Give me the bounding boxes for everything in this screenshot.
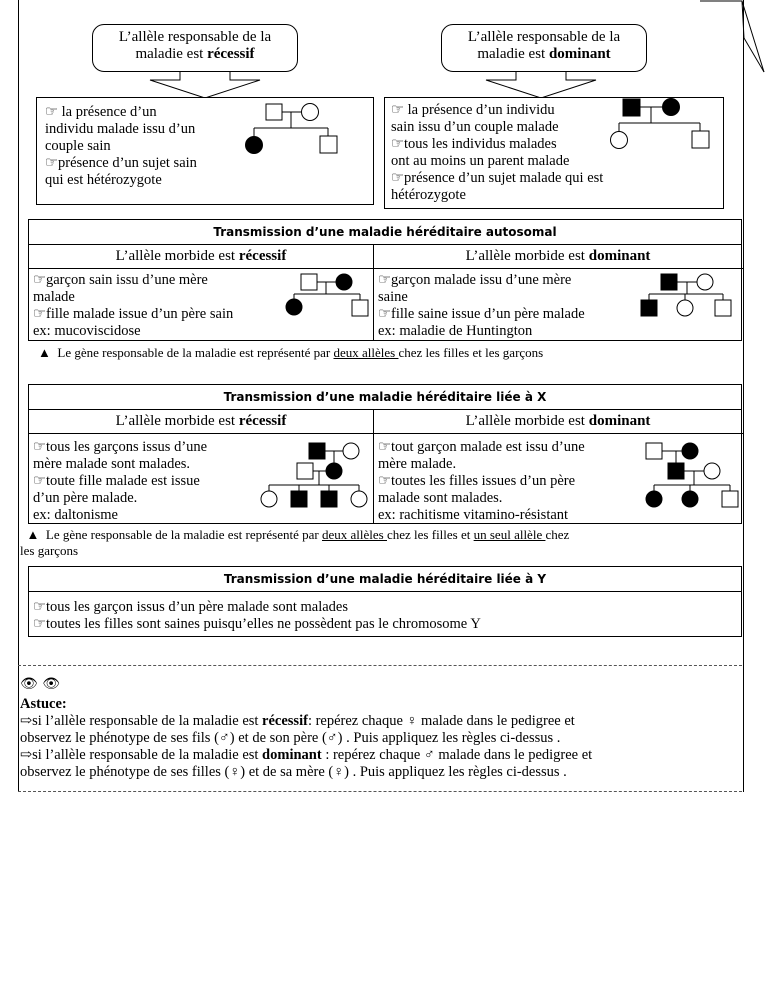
lie-x-note-line2: les garçons [20,543,79,558]
callout-recessif [92,24,298,72]
autosomal-col-dominant: L’allèle morbide est dominant [373,244,743,269]
section-lie-x-title: Transmission d’une maladie héréditaire liée à X [29,385,741,410]
autosomal-recessif-text [33,272,233,340]
autosomal-right-line: ☞garçon malade issu d’une mère [378,272,572,288]
pedigree-x-recessif [259,439,371,511]
section-lie-y-title: Transmission d’une maladie héréditaire liée à Y [29,567,741,592]
crit-dominant-line: ☞ la présence d’un individu [391,102,555,118]
eyes-icon: 👁 👁 [20,676,60,692]
autosomal-left-line: ex: mucoviscidose [33,323,141,339]
lie-x-divider [373,409,374,524]
lie-x-recessif-text [33,439,207,524]
astuce-box [18,665,742,792]
callout-recessif-line2: maladie est récessif [135,46,255,62]
pedigree-dominant [605,95,725,155]
lie-y-line: ☞toutes les filles sont saines puisqu’elles ne possèdent pas le chromosome Y [33,616,481,632]
page-curl-corner [700,0,768,90]
autosomal-left-line: malade [33,289,75,305]
autosomal-note: ▲ Le gène responsable de la maladie est représenté par deux allèles chez les filles et les garçons [38,345,544,360]
crit-dominant-line: ont au moins un parent malade [391,153,570,169]
pedigree-x-dominant [634,439,742,511]
autosomal-dominant-text [378,272,585,340]
astuce-line4: observez le phénotype de ses filles (♀) et de sa mère (♀) . Puis appliquez les règles ci-dessus . [20,764,567,780]
lie-y-line: ☞tous les garçon issus d’un père malade sont malades [33,599,349,615]
pedigree-autosomal-recessif [284,270,374,318]
autosomal-left-line: ☞garçon sain issu d’une mère [33,272,208,288]
section-lie-y [28,566,742,637]
crit-recessif-line: ☞ la présence d’un [45,104,157,120]
lie-x-right-line: ex: rachitisme vitamino-résistant [378,507,569,523]
section-lie-x [28,384,742,524]
lie-x-left-line: ☞toute fille malade est issue [33,473,200,489]
crit-dominant-line: sain issu d’un couple malade [391,119,559,135]
lie-x-col-recessif: L’allèle morbide est récessif [29,409,373,434]
lie-x-dominant-text [378,439,585,524]
section-autosomal-title: Transmission d’une maladie héréditaire autosomal [29,220,741,245]
crit-recessif-line: qui est hétérozygote [45,172,162,188]
callout-dominant-line2: maladie est dominant [477,46,611,62]
lie-x-left-line: ex: daltonisme [33,507,118,523]
crit-dominant-line: ☞présence d’un sujet malade qui est [391,170,604,186]
lie-x-right-line: ☞tout garçon malade est issu d’une [378,439,585,455]
lie-x-right-line: malade sont malades. [378,490,503,506]
arrow-down-left [150,72,260,98]
lie-y-text [33,599,481,633]
crit-dominant-line: ☞tous les individus malades [391,136,557,152]
lie-x-left-line: mère malade sont malades. [33,456,191,472]
lie-x-note: ▲ Le gène responsable de la maladie est représenté par deux allèles chez les filles et un seul allèle chez les garçons [20,527,740,559]
astuce-line1: ⇨si l’allèle responsable de la maladie est récessif: repérez chaque ♀ malade dans le pedigree et [20,713,575,729]
crit-recessif-line: ☞présence d’un sujet sain [45,155,197,171]
astuce-label: Astuce: [20,696,67,712]
section-autosomal [28,219,742,341]
autosomal-right-line: ex: maladie de Huntington [378,323,533,339]
callout-recessif-line1: L’allèle responsable de la [118,29,272,45]
callout-dominant [441,24,647,72]
autosomal-col-recessif: L’allèle morbide est récessif [29,244,373,269]
lie-x-left-line: ☞tous les garçons issus d’une [33,439,208,455]
lie-x-left-line: d’un père malade. [33,490,138,506]
astuce-line2: observez le phénotype de ses fils (♂) et de son père (♂) . Puis appliquez les règles ci-dessus . [20,730,561,746]
pedigree-recessif [240,100,360,160]
crit-dominant-line: hétérozygote [391,187,466,203]
lie-x-col-dominant: L’allèle morbide est dominant [373,409,743,434]
crit-recessif-line: couple sain [45,138,111,154]
arrow-down-right [486,72,596,98]
crit-recessif-line: individu malade issu d’un [45,121,196,137]
lie-x-right-line: ☞toutes les filles issues d’un père [378,473,576,489]
astuce-line3: ⇨si l’allèle responsable de la maladie est dominant : repérez chaque ♂ malade dans le pedigree et [20,747,593,763]
autosomal-left-line: ☞fille malade issue d’un père sain [33,306,234,322]
pedigree-autosomal-dominant [633,270,741,318]
lie-x-right-line: mère malade. [378,456,457,472]
autosomal-right-line: saine [378,289,408,305]
autosomal-right-line: ☞fille saine issue d’un père malade [378,306,585,322]
callout-dominant-line1: L’allèle responsable de la [467,29,621,45]
